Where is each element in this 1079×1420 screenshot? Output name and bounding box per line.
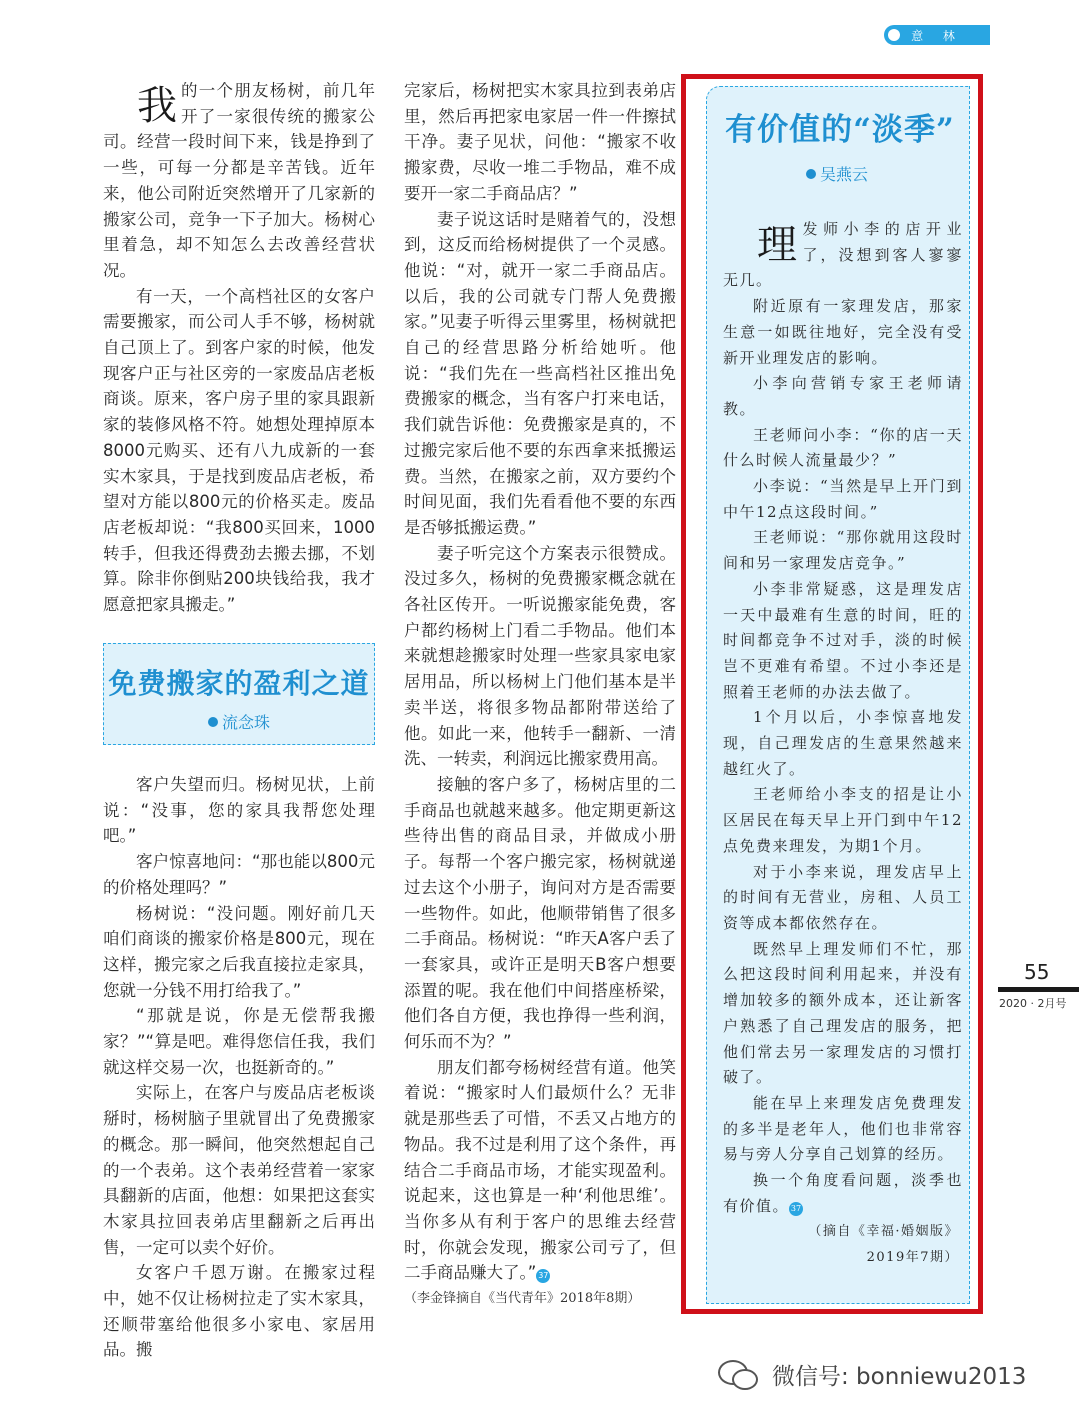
article2-paragraph: 附近原有一家理发店，那家生意一如既往地好，完全没有受新开业理发店的影响。 <box>723 297 963 367</box>
article2-paragraph: 理发师小李的店开业了，没想到客人寥寥无几。 <box>723 220 963 290</box>
page-number: 55 <box>1024 960 1050 984</box>
article2-paragraph: 换一个角度看问题，淡季也有价值。 37 <box>723 1171 963 1215</box>
watermark-text: 微信号: bonniewu2013 <box>772 1363 1027 1390</box>
end-badge-icon: 37 <box>789 1202 803 1216</box>
article2-paragraph: 能在早上来理发店免费理发的多半是老年人，他们也非常容易与旁人分享自己划算的经历。 <box>723 1093 963 1164</box>
article2-title: 有价值的“淡季” <box>725 112 955 148</box>
article1-paragraph: 朋友们都夸杨树经营有道。他笑着说：“搬家时人们最烦什么？无非就是那些丢了可惜，不丢又占地方的物品。我不过是利用了这个条件，再结合二手商品市场，才能实现盈利。说起来，这也算是一种‘利他思维’。当你多从有利于客户的思维去经营时，你就会发现，搬家公司亏了，但二手商品赚大了。” 37 <box>404 1057 676 1283</box>
end-badge-icon: 37 <box>536 1269 550 1283</box>
article1-column1-bottom <box>103 772 375 1363</box>
section-tab <box>884 25 990 45</box>
issue-date: 2020 · 2月号 <box>999 997 1067 1010</box>
article1-paragraph: 完家后，杨树把实木家具拉到表弟店里，然后再把家电家居一件一件擦拭干净。妻子见状，问他：“搬家不收搬家费，尽收一堆二手物品，难不成要开一家二手商品店？” <box>404 81 676 203</box>
article2-paragraph: 对于小李来说，理发店早上的时间有无营业，房租、人员工资等成本都依然存在。 <box>723 862 963 932</box>
article2-body <box>723 217 963 1271</box>
article1-paragraph: 妻子听完这个方案表示很赞成。没过多久，杨树的免费搬家概念就在各社区传开。一听说搬家能免费，客户都约杨树上门看二手物品。他们本来就想趁搬家时处理一些家具家电家居用品，所以杨树上门他们基本是半卖半送，将很多物品都附带送给了他。如此一来，他转手一翻新、一清洗、一转卖，利润远比搬家费用高。 <box>404 543 676 769</box>
article2-paragraph: 小李说：“当然是早上开门到中午12点这段时间。” <box>723 477 963 521</box>
article1-paragraph: 实际上，在客户与废品店老板谈掰时，杨树脑子里就冒出了免费搬家的概念。那一瞬间，他突然想起自己的一个表弟。这个表弟经营着一家家具翻新的店面，他想：如果把这套实木家具拉回表弟店里翻新之后再出售，一定可以卖个好价。 <box>103 1083 375 1257</box>
dropcap: 理 <box>757 222 799 268</box>
article2-paragraph: 王老师说：“那你就用这段时间和另一家理发店竞争。” <box>723 528 963 573</box>
article2-paragraph: 王老师问小李：“你的店一天什么时候人流量最少？” <box>723 425 963 470</box>
article2-source-line2: 2019年7期） <box>866 1250 959 1266</box>
article1-column1-top <box>103 78 375 618</box>
article2-paragraph: 1个月以后，小李惊喜地发现，自己理发店的生意果然越来越红火了。 <box>723 708 963 778</box>
tab-dot-icon <box>888 29 900 41</box>
article1-source: （李金锋摘自《当代青年》2018年8期） <box>404 1291 641 1307</box>
article2-source-line1: （摘自《幸福·婚姻版》 <box>808 1224 959 1240</box>
article1-paragraph: 杨树说：“没问题。刚好前几天咱们商谈的搬家价格是800元，现在这样，搬完家之后我直接拉走家具，您就一分钱不用打给我了。” <box>103 903 375 1000</box>
article1-paragraph: 有一天，一个高档社区的女客户需要搬家，而公司人手不够，杨树就自己顶上了。到客户家的时候，他发现客户正与社区旁的一家废品店老板商谈。原来，客户房子里的家具跟新家的装修风格不符。她想处理掉原本8000元购买、还有八九成新的一套实木家具，于是找到废品店老板，希望对方能以800元的价格买走。废品店老板却说：“我800买回来，1000转手，但我还得费劲去搬去挪，不划算。除非你倒贴200块钱给我，我才愿意把家具搬走。” <box>103 286 375 615</box>
page-number-bar <box>998 987 1079 992</box>
article1-paragraph: 女客户千恩万谢。在搬家过程中，她不仅让杨树拉走了实木家具，还顺带塞给他很多小家电、家居用品。搬 <box>103 1263 375 1360</box>
author-bullet-icon <box>208 717 218 727</box>
article1-paragraph: 客户失望而归。杨树见状，上前说：“没事，您的家具我帮您处理吧。” <box>103 775 375 846</box>
article2-paragraph: 既然早上理发师们不忙，那么把这段时间利用起来，并没有增加较多的额外成本，还让新客户熟悉了自己理发店的服务，把他们常去另一家理发店的习惯打破了。 <box>723 939 963 1087</box>
author-bullet-icon <box>806 169 816 179</box>
wechat-watermark <box>718 1357 1026 1391</box>
wechat-icon <box>718 1358 758 1390</box>
article1-paragraph: 客户惊喜地问：“那也能以800元的价格处理吗？” <box>103 852 375 897</box>
article1-title: 免费搬家的盈利之道 <box>108 667 370 700</box>
article1-paragraph: 我的一个朋友杨树，前几年开了一家很传统的搬家公司。经营一段时间下来，钱是挣到了一些，可每一分都是辛苦钱。近年来，他公司附近突然增开了几家新的搬家公司，竞争一下子加大。杨树心里着急，却不知怎么去改善经营状况。 <box>103 81 375 280</box>
article2-paragraph: 王老师给小李支的招是让小区居民在每天早上开门到中午12点免费来理发，为期1个月。 <box>723 785 963 855</box>
article1-paragraph: 妻子说这话时是赌着气的，没想到，这反而给杨树提供了一个灵感。他说：“对，就开一家二手商品店。以后，我的公司就专门帮人免费搬家。”见妻子听得云里雾里，杨树就把自己的经营思路分析给她听。他说：“我们先在一些高档社区推出免费搬家的概念，当有客户打来电话，我们就告诉他：免费搬家是真的，不过搬完家后他不要的东西拿来抵搬运费。当然，在搬家之前，双方要约个时间见面，我们先看看他不要的东西是否够抵搬运费。” <box>404 209 676 537</box>
article2-paragraph: 小李非常疑惑，这是理发店一天中最难有生意的时间，旺的时间都竞争不过对手，淡的时候岂不更难有希望。不过小李还是照着王老师的办法去做了。 <box>723 579 963 701</box>
article2-author: 吴燕云 <box>806 162 868 185</box>
article1-column2 <box>404 78 676 1312</box>
article1-paragraph: “那就是说，你是无偿帮我搬家？”“算是吧。难得您信任我，我们就这样交易一次，也挺新奇的。” <box>103 1006 375 1077</box>
section-label: 意 林 <box>911 28 963 43</box>
dropcap: 我 <box>137 83 177 129</box>
article1-author: 流念珠 <box>104 710 374 733</box>
article1-title-box <box>103 643 375 745</box>
article2-paragraph: 小李向营销专家王老师请教。 <box>723 374 963 418</box>
article1-paragraph: 接触的客户多了，杨树店里的二手商品也就越来越多。他定期更新这些待出售的商品目录，并做成小册子。每帮一个客户搬完家，杨树就递过去这个小册子，询问对方是否需要一些物件。如此，他顺带销售了很多二手商品。杨树说：“昨天A客户丢了一套家具，或许正是明天B客户想要添置的呢。我在他们中间搭座桥梁，他们各自方便，我也挣得一些利润，何乐而不为？” <box>404 774 676 1052</box>
